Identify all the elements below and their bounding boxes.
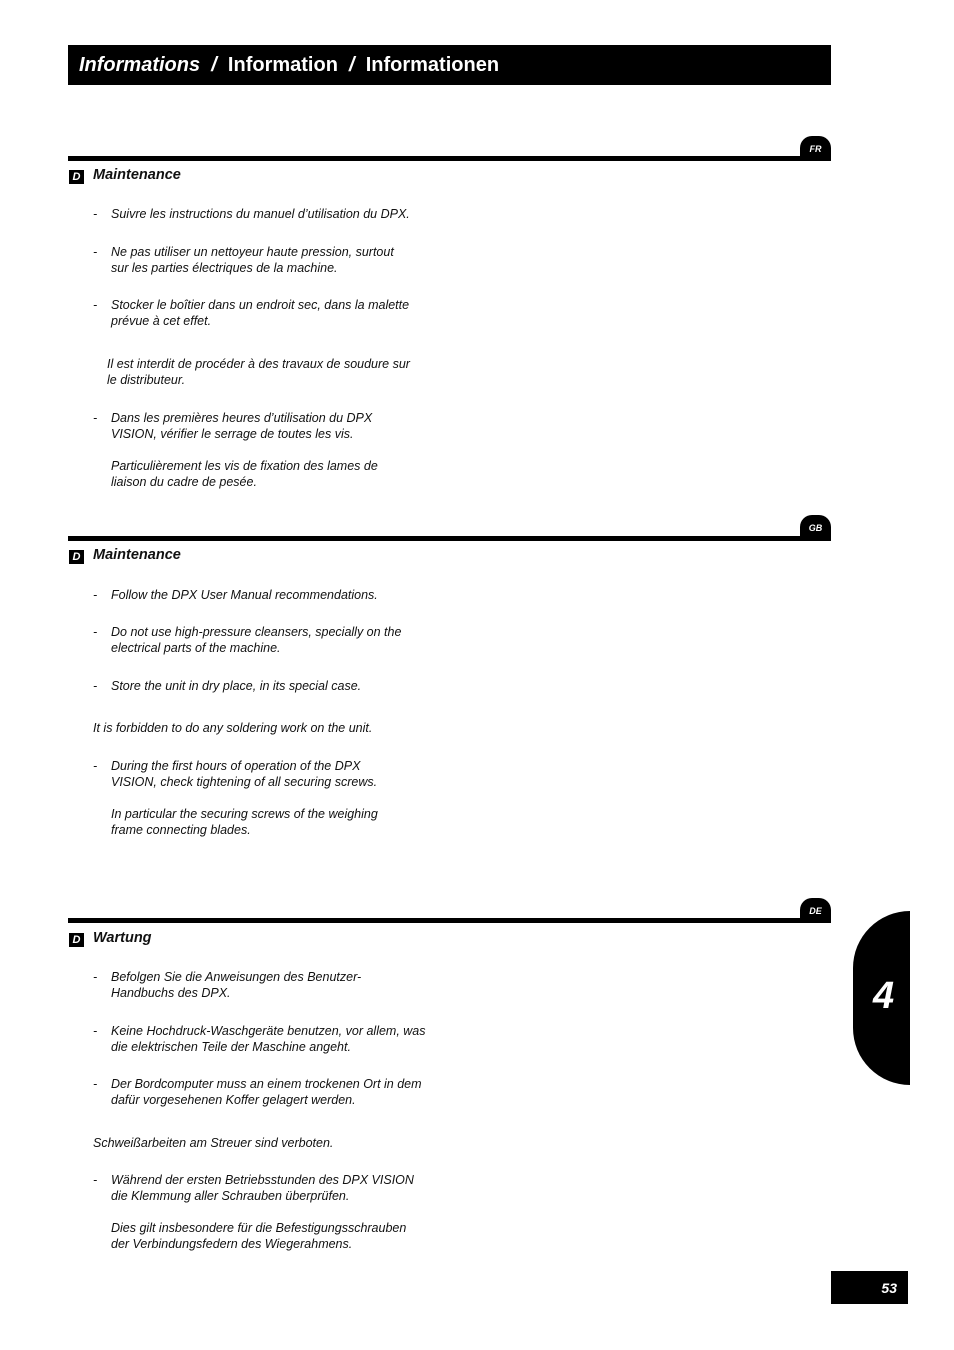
header-separator: /	[337, 53, 366, 76]
list-item-text: Store the unit in dry place, in its special case.	[111, 679, 362, 693]
list-item-text: Der Bordcomputer muss an einem trockenen Ort in dem dafür vorgesehenen Koffer gelagert werden.	[111, 1077, 422, 1107]
list-dash: -	[93, 759, 98, 773]
warning-note: It is forbidden to do any soldering work on the unit.	[93, 721, 373, 735]
header-title-fr: Informations	[79, 53, 201, 76]
list-dash: -	[93, 207, 98, 221]
page-header	[68, 45, 831, 85]
list-dash: -	[93, 970, 98, 984]
list-item-text: Befolgen Sie die Anweisungen des Benutzer-Handbuchs des DPX.	[111, 970, 362, 1000]
language-tab-gb: GB	[800, 515, 831, 539]
list-dash: -	[93, 1024, 98, 1038]
section-marker-icon: D	[69, 550, 84, 564]
list-item-text: Follow the DPX User Manual recommendations.	[111, 588, 378, 602]
warning-note: Schweißarbeiten am Streuer sind verboten.	[93, 1136, 334, 1150]
list-dash: -	[93, 679, 98, 693]
list-dash: -	[93, 245, 98, 259]
page-number: 53	[831, 1271, 908, 1304]
list-item-extra: In particular the securing screws of the weighing frame connecting blades.	[111, 807, 378, 837]
header-title-de: Informationen	[365, 53, 500, 76]
list-item-text: Während der ersten Betriebsstunden des DPX VISION die Klemmung aller Schrauben überprüfen.	[111, 1173, 414, 1203]
section-rule	[68, 156, 831, 161]
list-item-text: Dans les premières heures d’utilisation du DPX VISION, vérifier le serrage de toutes les vis.	[111, 411, 373, 441]
list-item-text: Stocker le boîtier dans un endroit sec, dans la malette prévue à cet effet.	[111, 298, 410, 328]
section-marker-icon: D	[69, 170, 84, 184]
language-tab-fr: FR	[800, 136, 831, 160]
warning-note: Il est interdit de procéder à des travaux de soudure sur le distributeur.	[107, 357, 410, 387]
list-item-text: Suivre les instructions du manuel d’utilisation du DPX.	[111, 207, 410, 221]
list-item-text: Do not use high-pressure cleansers, specially on the electrical parts of the machine.	[111, 625, 402, 655]
list-dash: -	[93, 588, 98, 602]
list-item-extra: Dies gilt insbesondere für die Befestigungsschrauben der Verbindungsfedern des Wiegerahmens.	[111, 1221, 407, 1251]
chapter-number: 4	[873, 975, 895, 1017]
list-dash: -	[93, 411, 98, 425]
section-marker-icon: D	[69, 933, 84, 947]
list-item-text: During the first hours of operation of the DPX VISION, check tightening of all securing screws.	[111, 759, 378, 789]
language-tab-de: DE	[800, 898, 831, 922]
list-item-extra: Particulièrement les vis de fixation des lames de liaison du cadre de pesée.	[111, 459, 378, 489]
section-rule	[68, 536, 831, 541]
section-title: Maintenance	[93, 167, 181, 183]
list-dash: -	[93, 1173, 98, 1187]
section-rule	[68, 918, 831, 923]
header-title-en: Information	[227, 53, 338, 76]
section-title: Maintenance	[93, 547, 181, 563]
list-dash: -	[93, 1077, 98, 1091]
header-separator: /	[200, 53, 228, 76]
section-title: Wartung	[93, 930, 152, 946]
list-dash: -	[93, 625, 98, 639]
list-dash: -	[93, 298, 98, 312]
list-item-text: Keine Hochdruck-Waschgeräte benutzen, vor allem, was die elektrischen Teile der Maschine angeht.	[111, 1024, 426, 1054]
list-item-text: Ne pas utiliser un nettoyeur haute pression, surtout sur les parties électriques de la machine.	[111, 245, 394, 275]
